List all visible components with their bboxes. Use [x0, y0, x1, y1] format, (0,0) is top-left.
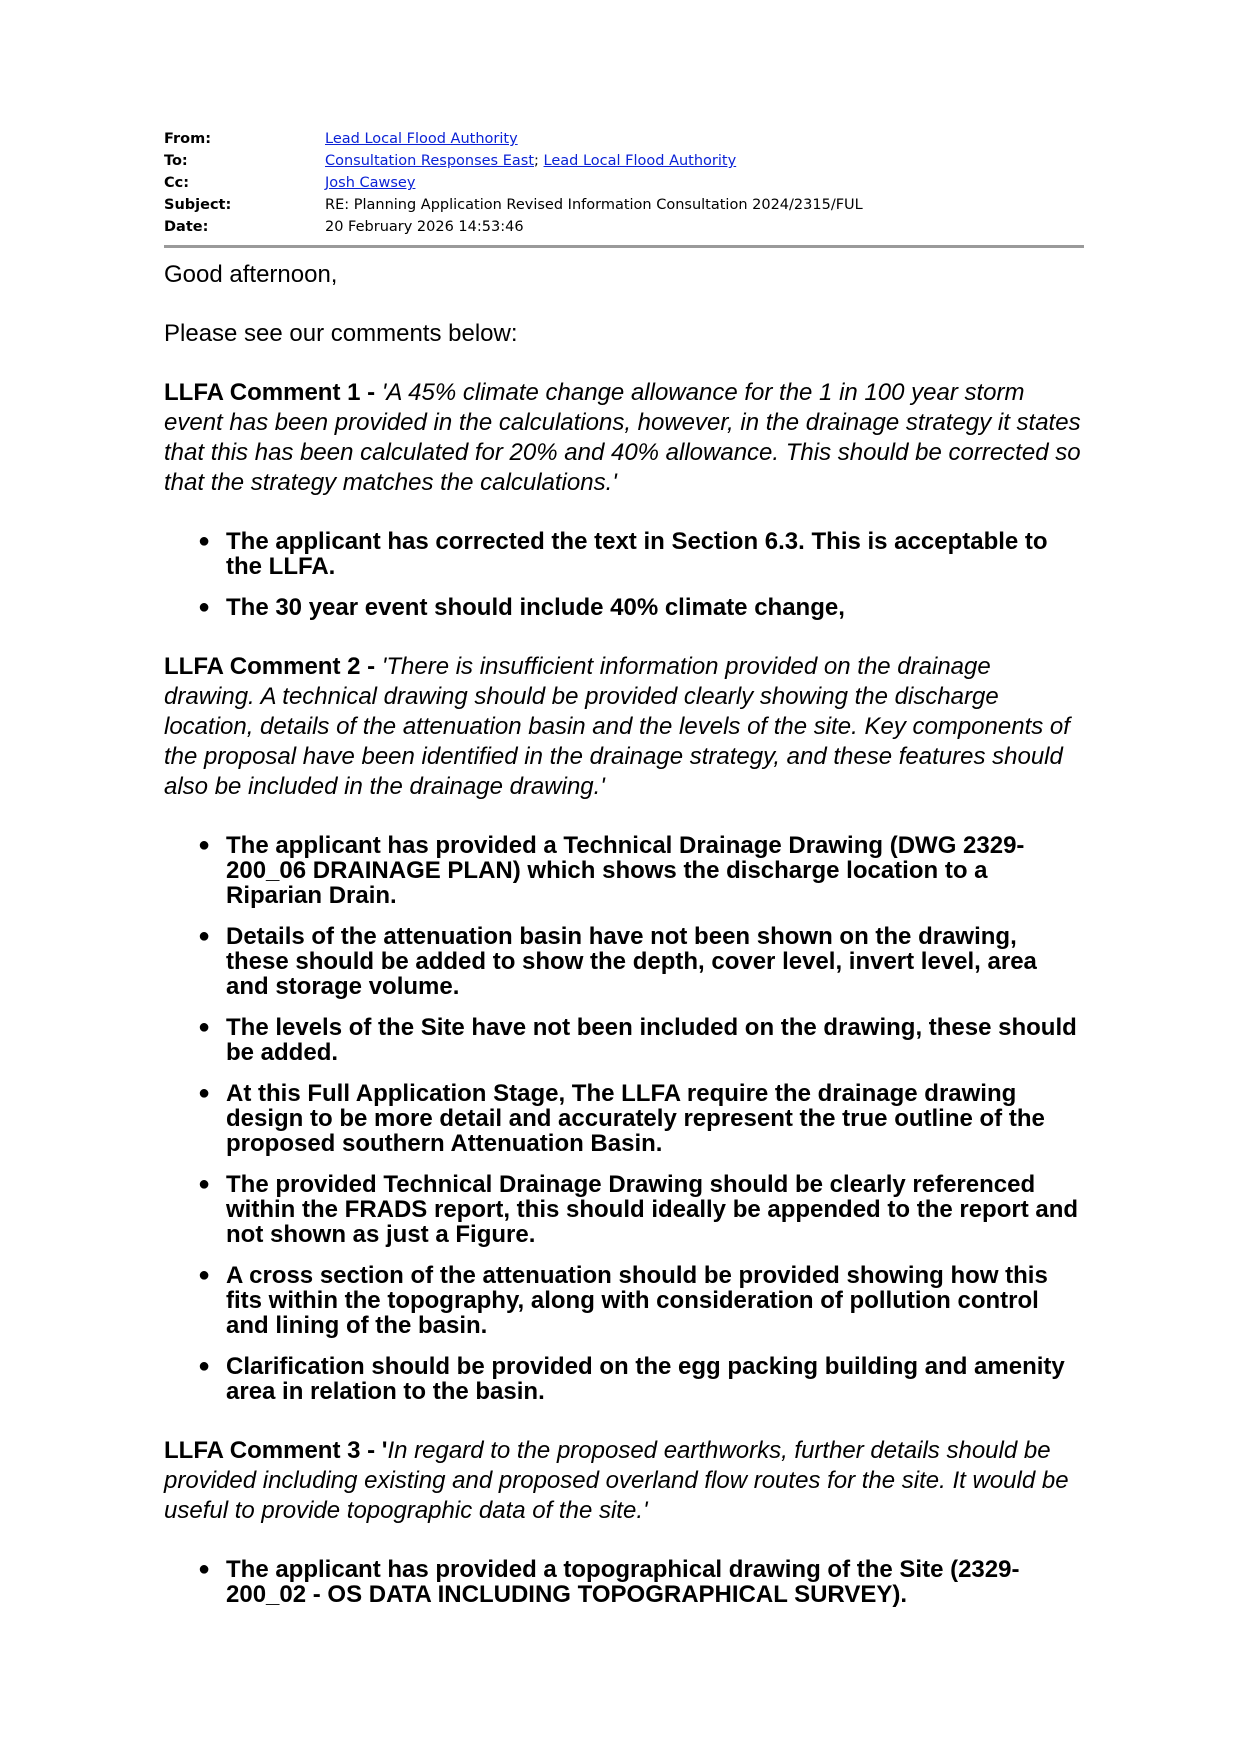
bullet-icon: ● — [198, 1016, 211, 1038]
subject-row — [164, 194, 1084, 216]
cc-label: Cc: — [164, 175, 190, 191]
point-text: Clarification should be provided on the egg packing building and amenity area in relation to the basin. — [226, 1353, 1065, 1405]
point-text: The provided Technical Drainage Drawing should be clearly referenced within the FRADS report, this should ideally be appended to the report and not shown as just a Figure. — [226, 1171, 1079, 1248]
bullet-icon: ● — [198, 1082, 211, 1104]
point-text: The applicant has provided a topographical drawing of the Site (2329-200_02 - OS DATA INCLUDING TOPOGRAPHICAL SURVEY). — [226, 1556, 1020, 1608]
point-text: At this Full Application Stage, The LLFA require the drainage drawing design to be more detail and accurately represent the true outline of the proposed southern Attenuation Basin. — [226, 1080, 1045, 1157]
list-item — [198, 923, 1084, 1000]
point-text: The applicant has corrected the text in Section 6.3. This is acceptable to the LLFA. — [226, 528, 1048, 580]
email-document — [164, 128, 1084, 1623]
comment-1-lead: LLFA Comment 1 - — [164, 379, 382, 406]
list-item — [198, 528, 1084, 580]
list-item — [198, 832, 1084, 909]
to-link-consultation[interactable]: Consultation Responses East — [325, 153, 535, 169]
to-row — [164, 150, 1084, 172]
bullet-icon: ● — [198, 530, 211, 552]
cc-link[interactable]: Josh Cawsey — [325, 175, 416, 191]
comment-1-points — [164, 529, 1084, 620]
comment-2-quote: 'There is insufficient information provided on the drainage drawing. A technical drawing should be provided clearly showing the discharge location, details of the attenuation basin and the levels of the site. Key components of the proposal have been identified in the drainage strategy, and these features should also be included in the drainage drawing.' — [164, 653, 1070, 800]
bullet-icon: ● — [198, 1558, 211, 1580]
point-text: The 30 year event should include 40% climate change, — [226, 594, 845, 621]
date-row — [164, 216, 1084, 238]
from-row — [164, 128, 1084, 150]
to-link-llfa[interactable]: Lead Local Flood Authority — [543, 153, 737, 169]
email-body — [164, 260, 1084, 1607]
bullet-icon: ● — [198, 1264, 211, 1286]
list-item — [198, 1556, 1084, 1608]
comment-2 — [164, 652, 1084, 802]
list-item — [198, 594, 1084, 621]
list-item — [198, 1262, 1084, 1339]
greeting: Good afternoon, — [164, 261, 338, 288]
subject-value: RE: Planning Application Revised Information Consultation 2024/2315/FUL — [325, 197, 863, 213]
comment-3-lead: LLFA Comment 3 - ' — [164, 1437, 388, 1464]
comment-2-points — [164, 833, 1084, 1404]
point-text: The applicant has provided a Technical Drainage Drawing (DWG 2329-200_06 DRAINAGE PLAN) which shows the discharge location to a Riparian Drain. — [226, 832, 1025, 909]
date-label: Date: — [164, 219, 209, 235]
point-text: Details of the attenuation basin have not been shown on the drawing, these should be added to show the depth, cover level, invert level, area and storage volume. — [226, 923, 1037, 1000]
bullet-icon: ● — [198, 1173, 211, 1195]
comment-3 — [164, 1436, 1084, 1526]
date-value: 20 February 2026 14:53:46 — [325, 219, 524, 235]
intro-text: Please see our comments below: — [164, 320, 518, 347]
comment-1 — [164, 378, 1084, 498]
list-item — [198, 1080, 1084, 1157]
to-value — [325, 150, 736, 172]
comment-3-points — [164, 1557, 1084, 1607]
bullet-icon: ● — [198, 834, 211, 856]
list-item — [198, 1014, 1084, 1066]
list-item — [198, 1171, 1084, 1248]
cc-value — [325, 172, 415, 194]
subject-label: Subject: — [164, 197, 232, 213]
bullet-icon: ● — [198, 596, 211, 618]
from-label: From: — [164, 131, 211, 147]
to-separator: ; — [534, 153, 544, 169]
comment-3-quote: In regard to the proposed earthworks, further details should be provided including existing and proposed overland flow routes for the site. It would be useful to provide topographic data of the site.' — [164, 1437, 1069, 1524]
comment-2-lead: LLFA Comment 2 - — [164, 653, 382, 680]
list-item — [198, 1353, 1084, 1405]
from-link[interactable]: Lead Local Flood Authority — [325, 131, 518, 147]
bullet-icon: ● — [198, 925, 211, 947]
bullet-icon: ● — [198, 1355, 211, 1377]
cc-row — [164, 172, 1084, 194]
comment-1-quote: 'A 45% climate change allowance for the 1 in 100 year storm event has been provided in the calculations, however, in the drainage strategy it states that this has been calculated for 20% and 40% allowance. This should be corrected so that the strategy matches the calculations.' — [164, 379, 1081, 496]
from-value — [325, 128, 518, 150]
point-text: A cross section of the attenuation should be provided showing how this fits within the topography, along with consideration of pollution control and lining of the basin. — [226, 1262, 1048, 1339]
email-header-block — [164, 128, 1084, 248]
point-text: The levels of the Site have not been included on the drawing, these should be added. — [226, 1014, 1077, 1066]
to-label: To: — [164, 153, 188, 169]
